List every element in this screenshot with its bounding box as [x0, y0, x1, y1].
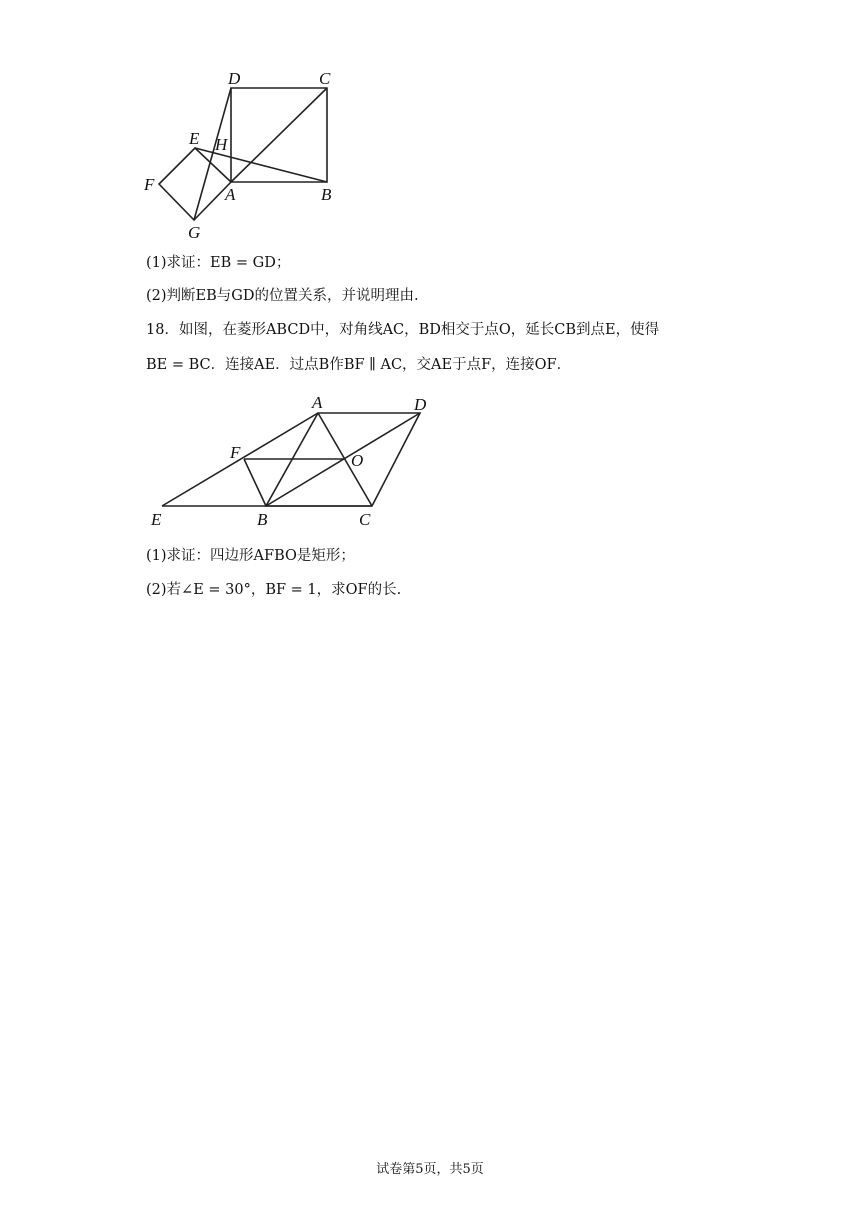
label-f: F	[230, 443, 241, 462]
q17-part1: (1)求证：EB = GD；	[146, 255, 291, 271]
page-footer: 试卷第5页，共5页	[376, 1162, 484, 1177]
segment-ac	[231, 88, 327, 182]
label-e: E	[151, 510, 162, 529]
label-h: H	[215, 135, 228, 154]
label-b: B	[321, 185, 332, 204]
label-c: C	[359, 510, 371, 529]
label-o: O	[351, 451, 364, 470]
segment-bf	[244, 459, 266, 506]
label-f: F	[144, 175, 155, 194]
label-c: C	[319, 69, 331, 88]
label-e: E	[189, 129, 200, 148]
label-g: G	[188, 223, 201, 242]
label-a: A	[225, 185, 236, 204]
square-aefg	[159, 148, 231, 220]
label-b: B	[257, 510, 268, 529]
q17-part2: (2)判断EB与GD的位置关系，并说明理由.	[146, 288, 419, 304]
q18-part2: (2)若∠E = 30°，BF = 1，求OF的长.	[146, 582, 402, 598]
label-a: A	[312, 393, 323, 412]
figure-rhombus	[140, 390, 440, 530]
figure-square	[140, 66, 350, 246]
label-d: D	[228, 69, 241, 88]
q18-stem-line2: BE = BC．连接AE．过点B作BF ∥ AC，交AE于点F，连接OF．	[146, 357, 572, 373]
q18-stem-line1: 18．如图，在菱形ABCD中，对角线AC，BD相交于点O，延长CB到点E，使得	[146, 322, 660, 338]
q18-part1: (1)求证：四边形AFBO是矩形；	[146, 548, 355, 564]
label-d: D	[414, 395, 427, 414]
